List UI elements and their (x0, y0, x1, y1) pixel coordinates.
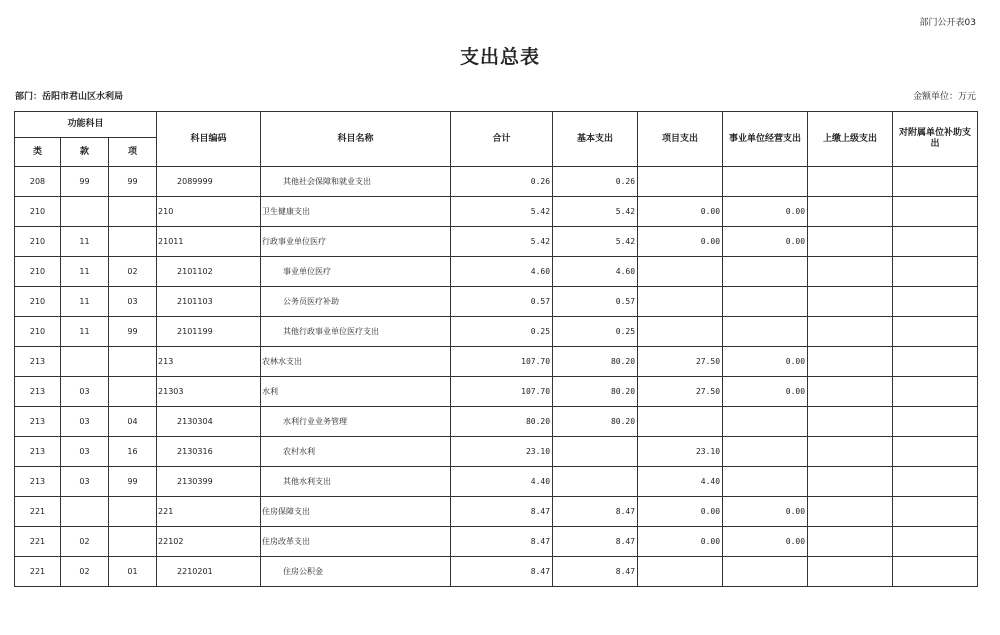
cell-xiang (109, 347, 157, 377)
cell-name: 其他行政事业单位医疗支出 (261, 317, 451, 347)
cell-business: 0.00 (723, 497, 808, 527)
cell-kuan: 02 (61, 557, 109, 587)
cell-basic: 0.25 (553, 317, 638, 347)
cell-xiang (109, 227, 157, 257)
cell-code: 221 (157, 497, 261, 527)
cell-project: 0.00 (638, 197, 723, 227)
cell-xiang (109, 377, 157, 407)
header-basic: 基本支出 (553, 112, 638, 167)
cell-lei: 210 (15, 257, 61, 287)
cell-upper (808, 467, 893, 497)
cell-project: 23.10 (638, 437, 723, 467)
cell-subsidy (893, 407, 978, 437)
cell-kuan: 03 (61, 377, 109, 407)
cell-name: 公务员医疗补助 (261, 287, 451, 317)
cell-xiang: 99 (109, 317, 157, 347)
cell-code: 210 (157, 197, 261, 227)
cell-lei: 213 (15, 437, 61, 467)
table-row (15, 167, 978, 197)
cell-code: 21011 (157, 227, 261, 257)
cell-lei: 210 (15, 287, 61, 317)
table-row (15, 227, 978, 257)
cell-project (638, 317, 723, 347)
cell-subsidy (893, 197, 978, 227)
cell-basic: 80.20 (553, 377, 638, 407)
cell-basic: 8.47 (553, 557, 638, 587)
cell-total: 4.60 (451, 257, 553, 287)
cell-basic: 8.47 (553, 527, 638, 557)
cell-code: 2101102 (157, 257, 261, 287)
cell-kuan: 11 (61, 227, 109, 257)
cell-business: 0.00 (723, 377, 808, 407)
cell-total: 0.57 (451, 287, 553, 317)
cell-upper (808, 377, 893, 407)
cell-upper (808, 437, 893, 467)
cell-upper (808, 317, 893, 347)
cell-project: 27.50 (638, 377, 723, 407)
cell-project (638, 287, 723, 317)
cell-business: 0.00 (723, 197, 808, 227)
cell-project: 0.00 (638, 497, 723, 527)
cell-code: 2101199 (157, 317, 261, 347)
cell-xiang: 04 (109, 407, 157, 437)
cell-basic (553, 437, 638, 467)
cell-xiang: 99 (109, 467, 157, 497)
cell-basic (553, 467, 638, 497)
cell-name: 住房公积金 (261, 557, 451, 587)
cell-basic: 80.20 (553, 407, 638, 437)
header-name: 科目名称 (261, 112, 451, 167)
cell-code: 2130399 (157, 467, 261, 497)
cell-business: 0.00 (723, 527, 808, 557)
cell-name: 事业单位医疗 (261, 257, 451, 287)
cell-total: 0.25 (451, 317, 553, 347)
header-upper: 上缴上级支出 (808, 112, 893, 167)
cell-code: 21303 (157, 377, 261, 407)
cell-subsidy (893, 497, 978, 527)
cell-name: 住房改革支出 (261, 527, 451, 557)
cell-lei: 221 (15, 557, 61, 587)
cell-lei: 213 (15, 467, 61, 497)
cell-kuan (61, 197, 109, 227)
cell-upper (808, 557, 893, 587)
table-row (15, 287, 978, 317)
cell-subsidy (893, 467, 978, 497)
cell-lei: 213 (15, 407, 61, 437)
cell-code: 2130304 (157, 407, 261, 437)
header-code: 科目编码 (157, 112, 261, 167)
cell-upper (808, 257, 893, 287)
cell-kuan: 03 (61, 407, 109, 437)
cell-kuan: 03 (61, 437, 109, 467)
cell-subsidy (893, 287, 978, 317)
cell-total: 4.40 (451, 467, 553, 497)
table-row (15, 467, 978, 497)
table-row (15, 437, 978, 467)
table-row (15, 527, 978, 557)
cell-code: 2130316 (157, 437, 261, 467)
cell-subsidy (893, 257, 978, 287)
table-row (15, 317, 978, 347)
cell-upper (808, 347, 893, 377)
header-total: 合计 (451, 112, 553, 167)
cell-project (638, 557, 723, 587)
cell-xiang: 01 (109, 557, 157, 587)
table-row (15, 197, 978, 227)
header-xiang: 项 (109, 138, 157, 167)
cell-basic: 5.42 (553, 197, 638, 227)
cell-xiang (109, 527, 157, 557)
cell-lei: 213 (15, 347, 61, 377)
unit-label: 金额单位：万元 (912, 92, 976, 102)
cell-upper (808, 407, 893, 437)
cell-lei: 213 (15, 377, 61, 407)
cell-total: 5.42 (451, 227, 553, 257)
cell-subsidy (893, 527, 978, 557)
cell-subsidy (893, 227, 978, 257)
cell-lei: 210 (15, 317, 61, 347)
cell-code: 213 (157, 347, 261, 377)
cell-kuan: 11 (61, 257, 109, 287)
cell-basic: 8.47 (553, 497, 638, 527)
cell-name: 其他水利支出 (261, 467, 451, 497)
cell-business: 0.00 (723, 227, 808, 257)
cell-xiang: 16 (109, 437, 157, 467)
cell-code: 2089999 (157, 167, 261, 197)
table-row (15, 407, 978, 437)
cell-upper (808, 227, 893, 257)
cell-project: 27.50 (638, 347, 723, 377)
header-project: 项目支出 (638, 112, 723, 167)
cell-business (723, 407, 808, 437)
header-business: 事业单位经营支出 (723, 112, 808, 167)
cell-xiang: 02 (109, 257, 157, 287)
cell-upper (808, 197, 893, 227)
cell-business (723, 287, 808, 317)
cell-business (723, 557, 808, 587)
cell-code: 2101103 (157, 287, 261, 317)
header-func-subject: 功能科目 (15, 112, 157, 138)
cell-subsidy (893, 167, 978, 197)
cell-total: 8.47 (451, 497, 553, 527)
cell-name: 住房保障支出 (261, 497, 451, 527)
cell-kuan (61, 497, 109, 527)
cell-xiang: 99 (109, 167, 157, 197)
cell-business (723, 257, 808, 287)
cell-name: 农林水支出 (261, 347, 451, 377)
cell-project: 0.00 (638, 527, 723, 557)
cell-upper (808, 287, 893, 317)
cell-kuan: 11 (61, 287, 109, 317)
cell-kuan: 11 (61, 317, 109, 347)
table-row (15, 497, 978, 527)
header-kuan: 款 (61, 138, 109, 167)
department-label: 部门：岳阳市君山区水利局 (15, 92, 124, 102)
cell-code: 2210201 (157, 557, 261, 587)
cell-lei: 210 (15, 227, 61, 257)
cell-total: 5.42 (451, 197, 553, 227)
cell-name: 行政事业单位医疗 (261, 227, 451, 257)
cell-basic: 5.42 (553, 227, 638, 257)
cell-basic: 4.60 (553, 257, 638, 287)
cell-total: 8.47 (451, 527, 553, 557)
cell-name: 卫生健康支出 (261, 197, 451, 227)
cell-business (723, 167, 808, 197)
expenditure-table (14, 111, 978, 587)
cell-subsidy (893, 437, 978, 467)
cell-kuan: 03 (61, 467, 109, 497)
header-lei: 类 (15, 138, 61, 167)
cell-business (723, 467, 808, 497)
cell-lei: 221 (15, 497, 61, 527)
cell-total: 8.47 (451, 557, 553, 587)
cell-total: 107.70 (451, 377, 553, 407)
cell-upper (808, 167, 893, 197)
table-row (15, 377, 978, 407)
cell-project (638, 407, 723, 437)
cell-business (723, 437, 808, 467)
cell-name: 其他社会保障和就业支出 (261, 167, 451, 197)
cell-total: 107.70 (451, 347, 553, 377)
cell-basic: 0.57 (553, 287, 638, 317)
cell-kuan (61, 347, 109, 377)
cell-subsidy (893, 557, 978, 587)
page-title: 支出总表 (459, 46, 540, 68)
cell-code: 22102 (157, 527, 261, 557)
cell-upper (808, 527, 893, 557)
cell-xiang: 03 (109, 287, 157, 317)
header-subsidy: 对附属单位补助支出 (893, 112, 978, 167)
cell-xiang (109, 197, 157, 227)
cell-name: 水利 (261, 377, 451, 407)
cell-name: 农村水利 (261, 437, 451, 467)
cell-lei: 221 (15, 527, 61, 557)
form-code: 部门公开表03 (919, 18, 976, 28)
cell-total: 23.10 (451, 437, 553, 467)
cell-project: 4.40 (638, 467, 723, 497)
cell-upper (808, 497, 893, 527)
table-row (15, 557, 978, 587)
cell-kuan: 02 (61, 527, 109, 557)
cell-project (638, 257, 723, 287)
cell-basic: 0.26 (553, 167, 638, 197)
cell-subsidy (893, 377, 978, 407)
cell-xiang (109, 497, 157, 527)
cell-lei: 210 (15, 197, 61, 227)
table-row (15, 347, 978, 377)
cell-total: 0.26 (451, 167, 553, 197)
cell-subsidy (893, 317, 978, 347)
cell-basic: 80.20 (553, 347, 638, 377)
cell-project (638, 167, 723, 197)
cell-subsidy (893, 347, 978, 377)
cell-name: 水利行业业务管理 (261, 407, 451, 437)
cell-kuan: 99 (61, 167, 109, 197)
cell-total: 80.20 (451, 407, 553, 437)
cell-business (723, 317, 808, 347)
cell-lei: 208 (15, 167, 61, 197)
cell-project: 0.00 (638, 227, 723, 257)
table-row (15, 257, 978, 287)
cell-business: 0.00 (723, 347, 808, 377)
